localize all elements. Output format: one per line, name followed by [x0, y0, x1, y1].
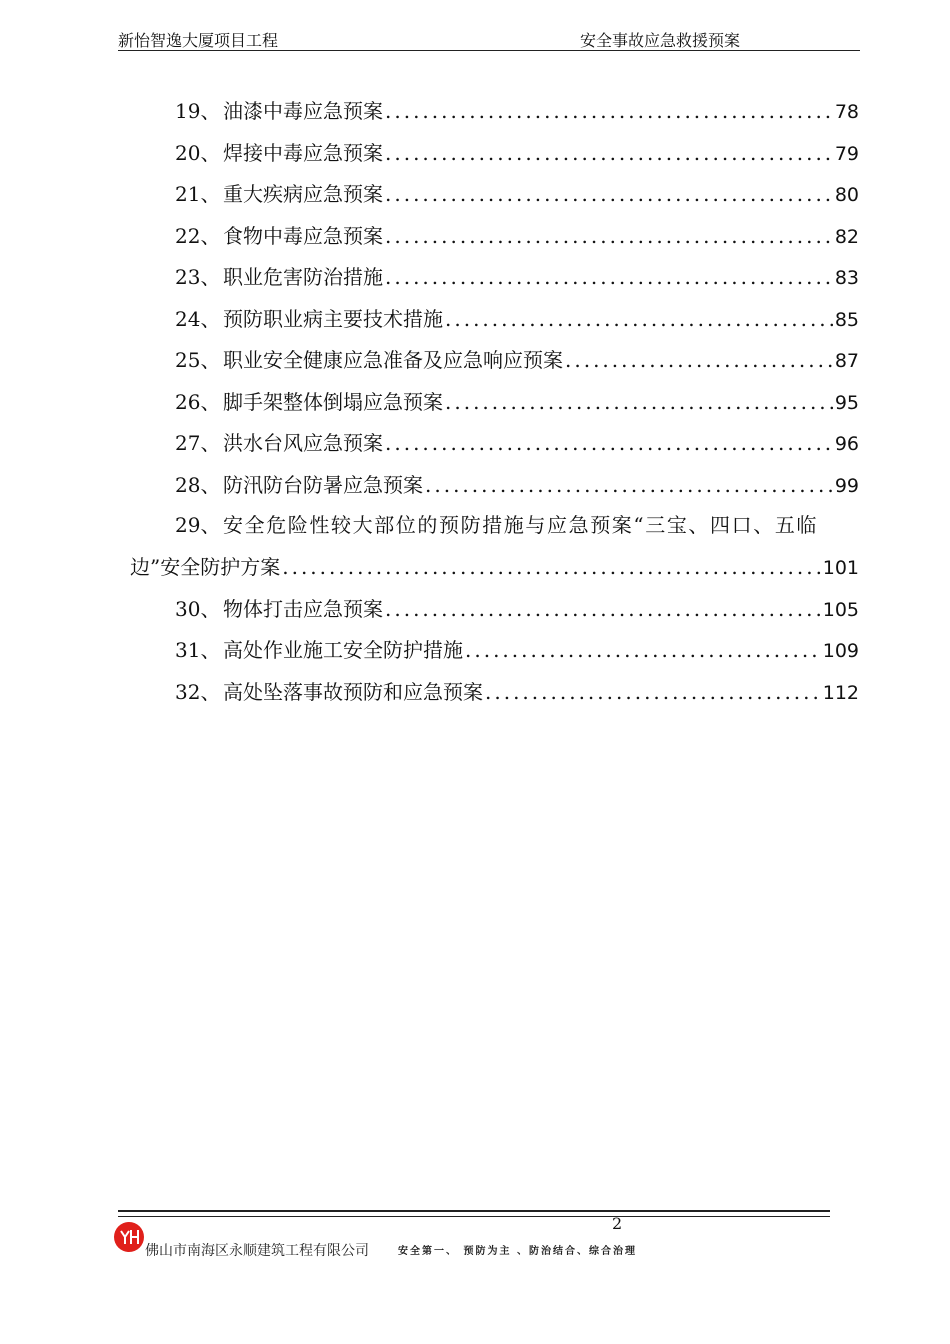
toc-leader: [445, 388, 833, 416]
toc-entry[interactable]: [175, 471, 859, 499]
toc-leader: [425, 471, 833, 499]
toc-leader: [385, 180, 833, 208]
toc-title: 物体打击应急预案: [223, 597, 383, 621]
toc-leader: [385, 429, 833, 457]
toc-leader: [485, 678, 821, 706]
toc-title: 食物中毒应急预案: [223, 224, 383, 248]
toc-entry[interactable]: [175, 222, 859, 250]
toc-page: 87: [834, 350, 859, 372]
toc-entry[interactable]: [175, 263, 859, 291]
toc-page: 96: [834, 433, 859, 455]
toc-entry[interactable]: [175, 429, 859, 457]
toc-number: 25、: [175, 348, 221, 372]
toc-leader: [282, 553, 821, 581]
toc-number: 27、: [175, 431, 221, 455]
toc-leader: [385, 222, 833, 250]
toc-page: 95: [834, 392, 859, 414]
toc-number: 29、: [175, 513, 221, 537]
toc-leader: [565, 346, 833, 374]
toc-number: 30、: [175, 597, 221, 621]
toc-entry[interactable]: [175, 97, 859, 125]
toc-number: 23、: [175, 265, 221, 289]
toc-entry[interactable]: [175, 180, 859, 208]
toc-entry[interactable]: [175, 678, 859, 706]
toc-entry[interactable]: [175, 636, 859, 664]
header-document-title: 安全事故应急救援预案: [579, 31, 740, 50]
toc-title: 防汛防台防暑应急预案: [223, 473, 423, 497]
toc-title: 洪水台风应急预案: [223, 431, 383, 455]
toc-page: 85: [834, 309, 859, 331]
header-divider: [118, 50, 860, 51]
toc-leader: [385, 263, 833, 291]
toc-page: 80: [834, 184, 859, 206]
toc-title: 高处作业施工安全防护措施: [223, 638, 463, 662]
header-project-name: 新怡智逸大厦项目工程: [118, 31, 279, 50]
toc-leader: [385, 595, 821, 623]
company-name: 佛山市南海区永顺建筑工程有限公司: [145, 1243, 369, 1259]
toc-entry-wrapped-continuation[interactable]: [130, 553, 859, 581]
toc-page: 112: [822, 682, 859, 704]
toc-number: 26、: [175, 390, 221, 414]
toc-leader: [445, 305, 833, 333]
toc-title: 职业危害防治措施: [223, 265, 383, 289]
toc-page: 109: [822, 640, 859, 662]
toc-page: 82: [834, 226, 859, 248]
toc-number: 21、: [175, 182, 221, 206]
toc-number: 31、: [175, 638, 221, 662]
footer-divider-thin: [118, 1216, 830, 1217]
toc-number: 32、: [175, 680, 221, 704]
toc-title: 油漆中毒应急预案: [223, 99, 383, 123]
toc-leader: [465, 636, 821, 664]
toc-entry[interactable]: [175, 388, 859, 416]
toc-page: 99: [834, 475, 859, 497]
safety-slogan: 安全第一、 预防为主 、防治结合、综合治理: [398, 1246, 637, 1257]
toc-page: 83: [834, 267, 859, 289]
toc-title: 焊接中毒应急预案: [223, 141, 383, 165]
toc-entry-wrapped[interactable]: [175, 511, 865, 539]
toc-title: 高处坠落事故预防和应急预案: [223, 680, 483, 704]
toc-title: 预防职业病主要技术措施: [223, 307, 443, 331]
toc-number: 24、: [175, 307, 221, 331]
toc-number: 20、: [175, 141, 221, 165]
toc-page: 79: [834, 143, 859, 165]
toc-leader: [385, 139, 833, 167]
toc-title-line2: 边”安全防护方案: [130, 555, 281, 579]
toc-page: 78: [834, 101, 859, 123]
page-header: [118, 28, 860, 50]
toc-title: 重大疾病应急预案: [223, 182, 383, 206]
toc-entry[interactable]: [175, 139, 859, 167]
toc-page: 101: [822, 557, 859, 579]
toc-page: 105: [822, 599, 859, 621]
page-number: 2: [612, 1214, 623, 1233]
toc-number: 19、: [175, 99, 221, 123]
toc-leader: [385, 97, 833, 125]
company-logo-icon: [114, 1222, 144, 1252]
toc-title: 职业安全健康应急准备及应急响应预案: [223, 348, 563, 372]
toc-title: 脚手架整体倒塌应急预案: [223, 390, 443, 414]
toc-entry[interactable]: [175, 346, 859, 374]
toc-title-line1: 安全危险性较大部位的预防措施与应急预案“三宝、四口、五临: [223, 513, 819, 537]
toc-number: 28、: [175, 473, 221, 497]
toc-entry[interactable]: [175, 305, 859, 333]
footer-divider: [118, 1210, 830, 1212]
toc-entry[interactable]: [175, 595, 859, 623]
toc-number: 22、: [175, 224, 221, 248]
